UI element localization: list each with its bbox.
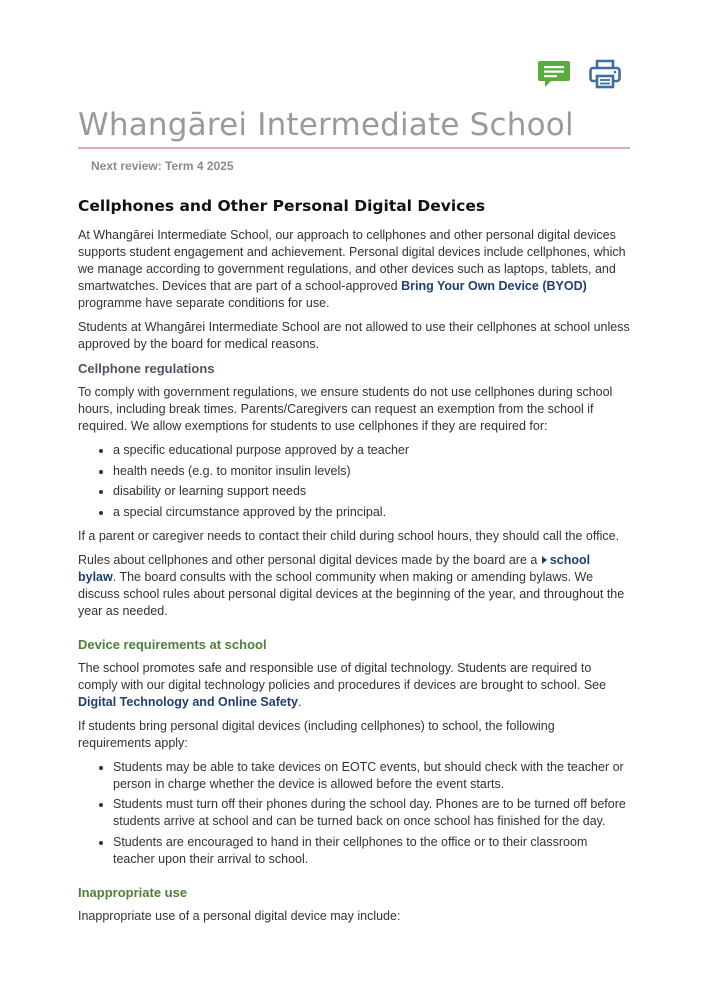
list-item: • disability or learning support needs bbox=[113, 483, 630, 500]
regulations-paragraph: To comply with government regulations, we ensure students do not use cellphones during school hours, including break times. Parents/Caregivers can request an exemption from the school if required. We allow exemptions for students to use cellphones if they are required for: bbox=[78, 385, 613, 433]
digital-technology-link[interactable]: Digital Technology and Online Safety bbox=[78, 694, 298, 709]
document-body bbox=[78, 195, 630, 932]
intro-text-2: programme have separate conditions for use. bbox=[78, 296, 330, 310]
list-item: • health needs (e.g. to monitor insulin levels) bbox=[113, 463, 630, 480]
list-item: • a specific educational purpose approved by a teacher bbox=[113, 442, 630, 459]
list-item: • Students are encouraged to hand in their cellphones to the office or to their classroom teacher upon their arrival to school. bbox=[113, 834, 630, 868]
page-title: Whangārei Intermediate School bbox=[78, 107, 574, 143]
title-divider bbox=[78, 147, 630, 149]
rules-text-1: Rules about cellphones and other personal digital devices made by the board are a bbox=[78, 552, 541, 567]
intro-paragraph bbox=[78, 227, 630, 312]
list-item: • Students must turn off their phones during the school day. Phones are to be turned off before students arrive at school and can be turned back on once school has finished for the day. bbox=[113, 796, 630, 830]
heading-inappropriate-use: Inappropriate use bbox=[78, 884, 188, 900]
exemptions-list bbox=[78, 442, 630, 521]
promotes-text-2: . bbox=[297, 694, 302, 709]
toolbar bbox=[537, 58, 622, 90]
list-item: • a special circumstance approved by the principal. bbox=[113, 504, 630, 521]
requirements-list bbox=[78, 759, 630, 868]
inappropriate-paragraph: Inappropriate use of a personal digital device may include: bbox=[78, 908, 401, 923]
heading-device-requirements: Device requirements at school bbox=[78, 636, 267, 652]
rules-paragraph bbox=[78, 552, 630, 620]
promotes-paragraph bbox=[78, 660, 630, 711]
intro-text-1: At Whangārei Intermediate School, our approach to cellphones and other personal digital devices supports student engagement and achievement. Personal digital devices include cellphones, which we manage according to government regulations, and other devices such as laptops, tablets, and smartwatches. Devices that are part of a school-approved bbox=[78, 228, 626, 293]
not-allowed-paragraph: Students at Whangārei Intermediate School are not allowed to use their cellphones at school unless approved by the board for medical reasons. bbox=[78, 320, 630, 351]
school-bylaw-link-label: school bylaw bbox=[78, 552, 591, 584]
list-item: • Students may be able to take devices on EOTC events, but should check with the teacher or person in charge whether the device is allowed before the event starts. bbox=[113, 759, 630, 793]
caret-right-icon bbox=[542, 556, 547, 564]
printer-icon[interactable] bbox=[588, 58, 622, 90]
rules-text-2: . The board consults with the school community when making or amending bylaws. We discuss school rules about personal digital devices at the beginning of the year, and throughout the year as needed. bbox=[78, 569, 625, 618]
if-bring-paragraph: If students bring personal digital devices (including cellphones) to school, the following requirements apply: bbox=[78, 718, 555, 750]
byod-link[interactable]: Bring Your Own Device (BYOD) bbox=[401, 279, 587, 293]
comment-icon[interactable] bbox=[537, 58, 571, 90]
document-title: Cellphones and Other Personal Digital Devices bbox=[78, 197, 486, 215]
review-date: Next review: Term 4 2025 bbox=[91, 159, 234, 173]
contact-paragraph: If a parent or caregiver needs to contact their child during school hours, they should call the office. bbox=[78, 528, 620, 543]
heading-cellphone-regulations: Cellphone regulations bbox=[78, 361, 215, 376]
promotes-text-1: The school promotes safe and responsible use of digital technology. Students are required to comply with our digital technology policies and procedures if devices are brought to school. See bbox=[78, 660, 607, 692]
